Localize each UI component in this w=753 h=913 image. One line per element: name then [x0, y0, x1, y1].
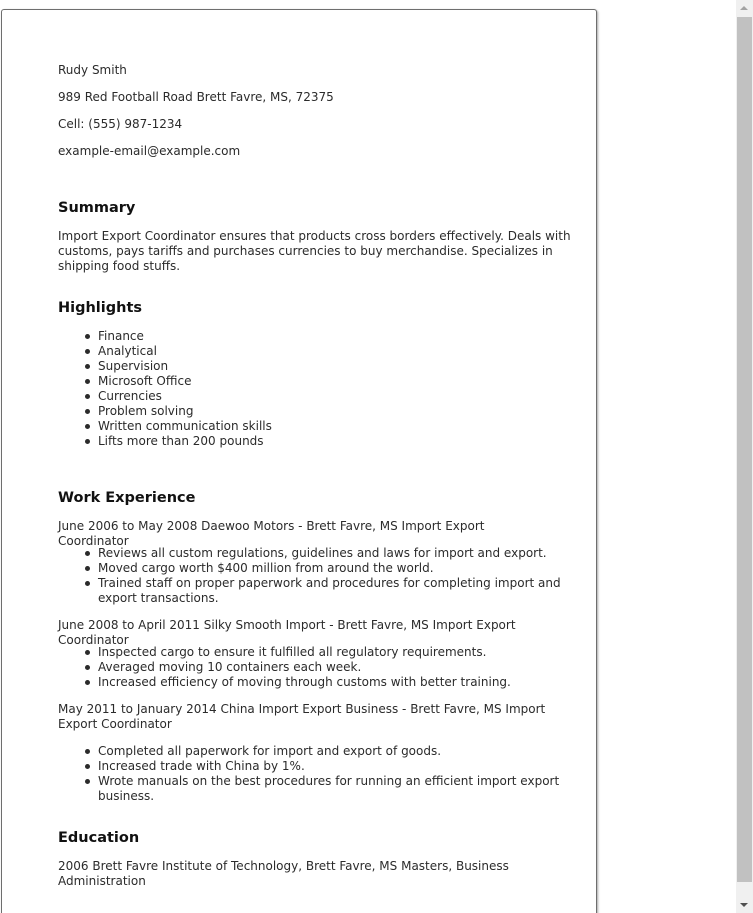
scroll-down-arrow-icon[interactable] — [736, 896, 753, 913]
job-duty: Wrote manuals on the best procedures for running an efficient import export business. — [98, 774, 573, 804]
highlight-item: Analytical — [98, 344, 573, 359]
job-duty: Inspected cargo to ensure it fulfilled all regulatory requirements. — [98, 645, 573, 660]
resume-page — [1, 9, 597, 913]
vertical-scrollbar[interactable] — [736, 0, 753, 913]
highlight-item: Problem solving — [98, 404, 573, 419]
job-duty: Moved cargo worth $400 million from around the world. — [98, 561, 573, 576]
job-header: June 2006 to May 2008 Daewoo Motors - Brett Favre, MS Import Export Coordinator — [58, 519, 485, 548]
highlight-item: Finance — [98, 329, 573, 344]
education-entry: 2006 Brett Favre Institute of Technology, Brett Favre, MS Masters, Business Administration — [58, 859, 509, 888]
scroll-up-arrow-icon[interactable] — [736, 0, 753, 17]
job-duties-list — [58, 546, 573, 606]
contact-email: example-email@example.com — [58, 144, 241, 158]
highlights-heading: Highlights — [58, 300, 143, 316]
job-duties-list — [58, 645, 573, 690]
highlights-list — [58, 329, 573, 449]
summary-heading: Summary — [58, 200, 136, 216]
education-heading: Education — [58, 830, 140, 846]
contact-name: Rudy Smith — [58, 63, 127, 77]
job-duty: Averaged moving 10 containers each week. — [98, 660, 573, 675]
scrollbar-thumb[interactable] — [737, 17, 752, 882]
job-duty: Completed all paperwork for import and export of goods. — [98, 744, 573, 759]
contact-cell: Cell: (555) 987-1234 — [58, 117, 183, 131]
job-duty: Reviews all custom regulations, guidelines and laws for import and export. — [98, 546, 573, 561]
highlight-item: Supervision — [98, 359, 573, 374]
job-duty: Increased trade with China by 1%. — [98, 759, 573, 774]
job-header: May 2011 to January 2014 China Import Export Business - Brett Favre, MS Import Export Coordinator — [58, 702, 546, 731]
highlight-item: Lifts more than 200 pounds — [98, 434, 573, 449]
job-header: June 2008 to April 2011 Silky Smooth Import - Brett Favre, MS Import Export Coordinator — [58, 618, 516, 647]
highlight-item: Microsoft Office — [98, 374, 573, 389]
summary-text: Import Export Coordinator ensures that products cross borders effectively. Deals with customs, pays tariffs and purchases currencies to buy merchandise. Specializes in shipping food stuffs. — [58, 229, 571, 273]
job-duties-list — [58, 744, 573, 804]
highlight-item: Written communication skills — [98, 419, 573, 434]
job-duty: Trained staff on proper paperwork and procedures for completing import and export transactions. — [98, 576, 573, 606]
work-experience-heading: Work Experience — [58, 490, 196, 506]
job-duty: Increased efficiency of moving through customs with better training. — [98, 675, 573, 690]
highlight-item: Currencies — [98, 389, 573, 404]
contact-address: 989 Red Football Road Brett Favre, MS, 72375 — [58, 90, 334, 104]
